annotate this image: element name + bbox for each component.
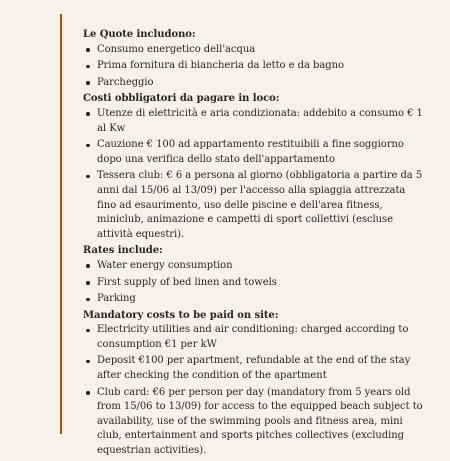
list-item: First supply of bed linen and towels xyxy=(83,276,423,291)
list-item: Club card: €6 per person per day (mandatory from 5 years old from 15/06 to 13/09) for access to the equipped beach subject to availability, use of the swimming pools and fitness area, mini club, entertainment and sports pitches collectives (excluding equestrian activities). xyxy=(83,386,423,459)
list-item: Utenze di elettricità e aria condizionata: addebito a consumo € 1 al Kw xyxy=(83,107,423,136)
rates-content xyxy=(83,28,423,461)
list-item: Parcheggio xyxy=(83,76,423,91)
bullet-list xyxy=(83,259,423,307)
list-item: Parking xyxy=(83,292,423,307)
list-item: Cauzione € 100 ad appartamento restituibili a fine soggiorno dopo una verifica dello stato dell'appartamento xyxy=(83,138,423,167)
section-rates-include xyxy=(83,244,423,306)
list-item: Consumo energetico dell'acqua xyxy=(83,43,423,58)
bullet-list xyxy=(83,107,423,242)
section-costi-obbligatori xyxy=(83,92,423,242)
list-item: Tessera club: € 6 a persona al giorno (obbligatoria a partire da 5 anni dal 15/06 al 13/09) per l'accesso alla spiaggia attrezzata fino ad esaurimento, uso delle piscine e dell'area fitness, miniclub, animazione e campetti di sport collettivi (escluse attività equestri). xyxy=(83,169,423,242)
list-item: Prima fornitura di biancheria da letto e da bagno xyxy=(83,59,423,74)
bullet-list xyxy=(83,323,423,458)
section-mandatory-costs xyxy=(83,309,423,459)
section-title: Costi obbligatori da pagare in loco: xyxy=(83,93,280,105)
section-title: Mandatory costs to be paid on site: xyxy=(83,309,279,321)
section-title: Rates include: xyxy=(83,245,163,257)
section-title: Le Quote includono: xyxy=(83,29,196,40)
section-quote-includono xyxy=(83,28,423,90)
list-item: Deposit €100 per apartment, refundable at the end of the stay after checking the condition of the apartment xyxy=(83,354,423,383)
accent-line xyxy=(60,14,62,434)
list-item: Electricity utilities and air conditioning: charged according to consumption €1 per kW xyxy=(83,323,423,352)
bullet-list xyxy=(83,43,423,91)
list-item: Water energy consumption xyxy=(83,259,423,274)
